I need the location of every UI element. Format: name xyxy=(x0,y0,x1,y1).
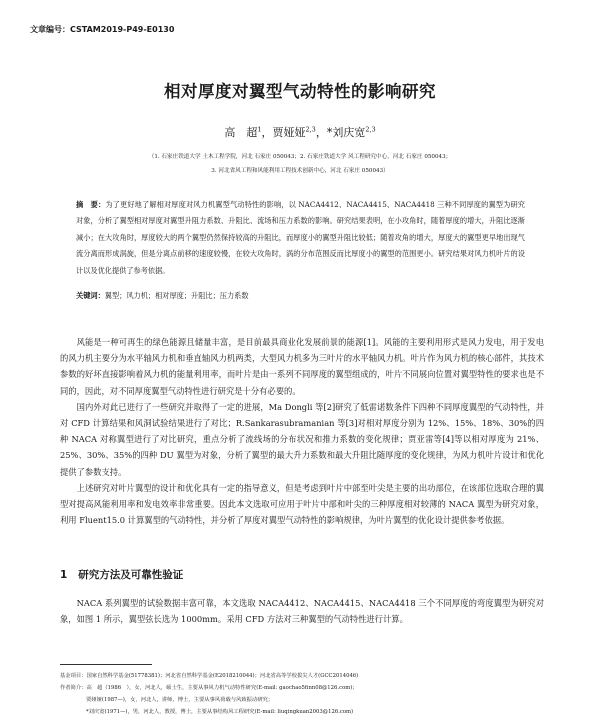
body-paragraph: 上述研究对叶片翼型的设计和优化具有一定的指导意义，但是考虑到叶片中部至叶尖是主要的出功部位，在该部位选取合理的翼型对提高风能利用率和发电效率非常重要。因此本文选取可应用于叶片中部和叶尖的三种厚度相对较薄的 NACA 翼型为研究对象，利用 Fluent15.0 计算翼型的气动特性，并分析了厚度对翼型气动特性的影响规律，为叶片翼型的优化设计提供参考依据。 xyxy=(60,482,544,526)
body-text xyxy=(60,334,544,528)
footnote-author: *刘庆宽(1971—)，男，河北人，教授，博士，主要从事结构风工程研究(E-mail: liuqingkuan2003@126.com) xyxy=(86,709,354,715)
footnote-rule xyxy=(60,664,152,665)
section-heading xyxy=(60,567,183,582)
keywords-text: 翼型；风力机；相对厚度；升阻比；压力系数 xyxy=(104,291,249,300)
footnote-author: 作者简介：高 超（1986 ），女，河北人，硕士生，主要从事风力机气动特性研究(E-mail: gaochao5finn08@126.com)； xyxy=(60,685,358,691)
author-name: 高 超 xyxy=(224,126,258,139)
affiliation-line: 3. 河北省风工程和风能利用工程技术创新中心，河北 石家庄 050043） xyxy=(211,168,389,174)
abstract-label: 摘 要： xyxy=(76,200,106,209)
body-paragraph: 国内外对此已进行了一些研究并取得了一定的进展，Ma Dongli 等[2]研究了低雷诺数条件下四种不同厚度翼型的气动特性，并对 CFD 计算结果和风洞试验结果进行了对比；R.Sankarasubramanian 等[3]对相对厚度分别为 12%、15%、18%、30%的四种 NACA 对称翼型进行了对比研究，重点分析了流线场的分布状况和推力系数的变化规律；贾亚雷等[4]等以相对厚度为 21%、25%、30%、35%的四种 DU 翼型为对象，分析了翼型的最大升力系数和最大升阻比随厚度的变化规律，为风力机叶片设计和优化提供了参数支持。 xyxy=(60,401,544,477)
footnote-funding: 基金项目：国家自然科学基金(51778381)；河北省自然科学基金(E2018210044)；河北省高等学校拔尖人才(GCC2014046) xyxy=(60,673,359,679)
document-number: 文章编号：CSTAM2019-P49-E0130 xyxy=(30,25,175,34)
abstract-text: 为了更好地了解相对厚度对风力机翼型气动特性的影响，以 NACA4412、NACA4415、NACA4418 三种不同厚度的翼型为研究对象，分析了翼型相对厚度对翼型升阻力系数、升阻比、流场和压力系数的影响。研究结果表明，在小攻角时，随着厚度的增大，升阻比逐渐减小；在大攻角时，厚度较大的两个翼型仍然保持较高的升阻比，而厚度小的翼型升阻比较低；随着攻角的增大，厚度大的翼型更早地出现气流分离而形成涡旋，但是分离点前移的速度较慢，在较大攻角时，涡的分布范围反而比厚度小的翼型的范围更小。研究结果对风力机叶片的设计以及优化提供了参考依据。 xyxy=(76,200,525,275)
author-sup: 2,3 xyxy=(365,125,376,134)
section-paragraph: NACA 系列翼型的试验数据丰富可靠，本文选取 NACA4412、NACA4415、NACA4418 三个不同厚度的弯度翼型为研究对象，如图 1 所示，翼型弦长选为 1000mm。采用 CFD 方法对三种翼型的气动特性进行计算。 xyxy=(60,598,544,625)
affiliation-line: （1. 石家庄铁道大学 土木工程学院，河北 石家庄 050043；2. 石家庄铁道大学 风工程研究中心，河北 石家庄 050043； xyxy=(148,154,452,160)
abstract xyxy=(76,197,525,279)
author-separator: ， xyxy=(315,126,327,139)
footnote-author: 贾娅娅(1987—)，女，河北人，讲师，博士，主要从事风荷载与风致振动研究； xyxy=(86,697,274,703)
section-body xyxy=(60,595,544,627)
author-sup: 2,3 xyxy=(305,125,316,134)
keywords-label: 关键词： xyxy=(76,291,105,300)
body-paragraph: 风能是一种可再生的绿色能源且储量丰富，是目前最具商业化发展前景的能源[1]。风能的主要利用形式是风力发电，用于发电的风力机主要分为水平轴风力机和垂直轴风力机两类，大型风力机多为三叶片的水平轴风力机。叶片作为风力机的核心部件，其技术参数的好坏直接影响着风力机的能量利用率，而叶片是由一系列不同厚度的翼型组成的，叶片不同展向位置对翼型特性的要求也是不同的，因此，对不同厚度翼型气动特性进行研究是十分有必要的。 xyxy=(60,337,544,396)
author-line xyxy=(0,124,600,140)
author-name: 贾娅娅 xyxy=(272,126,306,139)
paper-title: 相对厚度对翼型气动特性的影响研究 xyxy=(164,82,436,101)
footnotes xyxy=(60,670,560,718)
section-title: 研究方法及可靠性验证 xyxy=(78,569,184,581)
author-name: *刘庆宽 xyxy=(326,126,366,139)
author-sup: 1 xyxy=(257,125,262,134)
keywords xyxy=(76,291,525,301)
author-separator: ， xyxy=(261,126,273,139)
section-number: 1 xyxy=(60,569,68,581)
